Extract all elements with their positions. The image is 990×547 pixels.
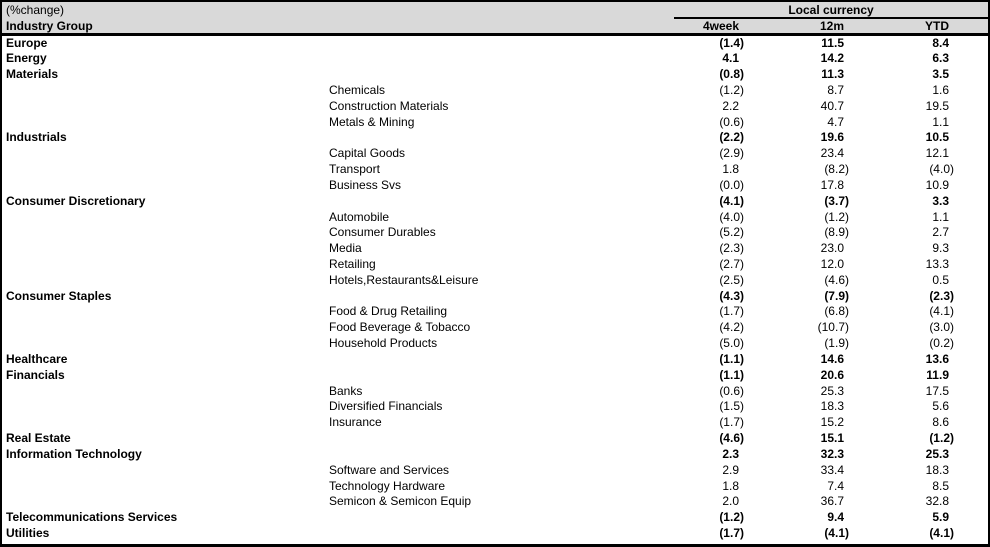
- value-cell: 2.3: [722, 446, 739, 461]
- value-cell: (0.2): [929, 336, 954, 351]
- value-cell: (4.1): [824, 526, 849, 541]
- table-row: [2, 414, 988, 430]
- industry-label: Utilities: [6, 526, 50, 541]
- value-cell: 25.3: [925, 446, 949, 461]
- industry-label: Semicon & Semicon Equip: [329, 494, 472, 509]
- row-spacer-cell: [954, 367, 988, 383]
- row-spacer-cell: [954, 129, 988, 145]
- row-spacer-cell: [954, 414, 988, 430]
- table-row: [2, 224, 988, 240]
- table-row: [2, 478, 988, 494]
- value-cell: 8.6: [932, 415, 949, 430]
- row-spacer-cell: [954, 35, 988, 51]
- row-spacer-cell: [954, 351, 988, 367]
- row-spacer-cell: [954, 98, 988, 114]
- table-body: [2, 35, 988, 542]
- value-cell: (4.2): [719, 320, 744, 335]
- value-cell: (1.7): [719, 415, 744, 430]
- value-cell: 10.5: [925, 130, 949, 145]
- industry-label: Telecommunications Services: [6, 510, 178, 525]
- value-cell: 40.7: [820, 98, 844, 113]
- value-cell: (1.2): [719, 82, 744, 97]
- column-header-4week: 4week: [674, 18, 744, 35]
- value-cell: 1.1: [932, 209, 949, 224]
- header-spacer-cell: [954, 18, 988, 35]
- industry-label: Media: [329, 241, 362, 256]
- value-cell: (8.2): [824, 162, 849, 177]
- value-cell: (2.3): [719, 241, 744, 256]
- row-spacer-cell: [954, 399, 988, 415]
- table-row: [2, 383, 988, 399]
- value-cell: 32.8: [925, 494, 949, 509]
- value-cell: 15.2: [820, 415, 844, 430]
- row-spacer-cell: [954, 193, 988, 209]
- value-cell: (4.0): [719, 209, 744, 224]
- row-spacer-cell: [954, 66, 988, 82]
- value-cell: (10.7): [817, 320, 849, 335]
- value-cell: 13.3: [925, 257, 949, 271]
- value-cell: 10.9: [925, 177, 949, 192]
- value-cell: (2.2): [719, 130, 744, 145]
- value-cell: 0.5: [932, 272, 949, 287]
- table-row: [2, 129, 988, 145]
- value-cell: 9.4: [827, 510, 844, 525]
- row-spacer-cell: [954, 462, 988, 478]
- value-cell: 1.6: [932, 82, 949, 97]
- value-cell: 20.6: [820, 367, 844, 382]
- value-cell: 8.4: [932, 36, 949, 51]
- industry-label: Insurance: [329, 415, 382, 430]
- industry-label: Chemicals: [329, 82, 386, 97]
- value-cell: (1.1): [719, 367, 744, 382]
- industry-label: Financials: [6, 367, 65, 382]
- table-row: [2, 446, 988, 462]
- value-cell: 2.7: [932, 225, 949, 240]
- industry-label: Consumer Durables: [329, 225, 436, 240]
- industry-label: Construction Materials: [329, 98, 449, 113]
- row-spacer-cell: [954, 509, 988, 525]
- value-cell: (2.7): [719, 257, 744, 271]
- industry-label: Automobile: [329, 209, 390, 224]
- industry-label: Capital Goods: [329, 146, 406, 161]
- value-cell: 32.3: [820, 446, 844, 461]
- row-spacer-cell: [954, 288, 988, 304]
- row-spacer-cell: [954, 177, 988, 193]
- row-spacer-cell: [954, 525, 988, 541]
- row-spacer-cell: [954, 209, 988, 225]
- value-cell: (1.5): [719, 399, 744, 414]
- table-row: [2, 288, 988, 304]
- value-cell: (4.1): [719, 193, 744, 208]
- row-spacer-cell: [954, 224, 988, 240]
- value-cell: (1.2): [719, 510, 744, 525]
- table-row: [2, 525, 988, 541]
- table-row: [2, 272, 988, 288]
- table-row: [2, 98, 988, 114]
- table-row: [2, 35, 988, 51]
- value-cell: 5.9: [932, 510, 949, 525]
- value-cell: 33.4: [820, 462, 844, 477]
- table-row: [2, 319, 988, 335]
- value-cell: (0.6): [719, 383, 744, 398]
- value-cell: (4.3): [719, 288, 744, 303]
- value-cell: 11.5: [821, 36, 844, 51]
- value-cell: 36.7: [820, 494, 844, 509]
- value-cell: 11.9: [926, 367, 949, 382]
- row-spacer-cell: [954, 304, 988, 320]
- value-cell: 23.4: [820, 146, 844, 161]
- industry-label: Energy: [6, 51, 47, 66]
- industry-label: Retailing: [329, 257, 376, 271]
- table-row: [2, 256, 988, 272]
- industry-label: Healthcare: [6, 351, 68, 366]
- value-cell: (5.0): [719, 336, 744, 351]
- row-spacer-cell: [954, 161, 988, 177]
- table-row: [2, 399, 988, 415]
- table-row: [2, 462, 988, 478]
- value-cell: 3.5: [932, 67, 949, 82]
- row-spacer-cell: [954, 114, 988, 130]
- industry-label: Consumer Staples: [6, 288, 112, 303]
- value-cell: (4.1): [929, 304, 954, 319]
- value-cell: 23.0: [820, 241, 844, 256]
- row-spacer-cell: [954, 319, 988, 335]
- value-cell: (1.7): [719, 304, 744, 319]
- table-row: [2, 66, 988, 82]
- value-cell: (1.2): [824, 209, 849, 224]
- value-cell: (7.9): [824, 288, 849, 303]
- table-row: [2, 82, 988, 98]
- value-cell: 8.5: [932, 478, 949, 493]
- industry-group-header: Industry Group: [2, 18, 674, 35]
- value-cell: (4.0): [929, 162, 954, 177]
- row-spacer-cell: [954, 272, 988, 288]
- row-spacer-cell: [954, 82, 988, 98]
- industry-label: Software and Services: [329, 462, 450, 477]
- row-spacer-cell: [954, 446, 988, 462]
- industry-label: Industrials: [6, 130, 67, 145]
- industry-label: Food Beverage & Tobacco: [329, 320, 471, 335]
- industry-label: Hotels,Restaurants&Leisure: [329, 272, 479, 287]
- value-cell: 12.0: [820, 257, 844, 271]
- value-cell: (1.7): [719, 526, 744, 541]
- value-cell: 14.6: [820, 351, 844, 366]
- industry-label: Household Products: [329, 336, 438, 351]
- industry-label: Business Svs: [329, 177, 402, 192]
- value-cell: (4.6): [719, 431, 744, 446]
- table-row: [2, 209, 988, 225]
- value-cell: 17.5: [925, 383, 949, 398]
- table-row: [2, 367, 988, 383]
- value-cell: 6.3: [932, 51, 949, 66]
- value-cell: 15.1: [820, 431, 844, 446]
- column-header-12m: 12m: [744, 18, 849, 35]
- value-cell: 1.8: [722, 478, 739, 493]
- table-row: [2, 304, 988, 320]
- value-cell: (2.5): [719, 272, 744, 287]
- industry-label: Information Technology: [6, 446, 142, 461]
- industry-label: Transport: [329, 162, 380, 177]
- value-cell: (3.0): [929, 320, 954, 335]
- value-cell: (5.2): [719, 225, 744, 240]
- table-row: [2, 494, 988, 510]
- value-cell: 25.3: [820, 383, 844, 398]
- row-spacer-cell: [954, 50, 988, 66]
- value-cell: 19.6: [820, 130, 844, 145]
- value-cell: (0.6): [719, 114, 744, 129]
- value-cell: 3.3: [932, 193, 949, 208]
- value-cell: 19.5: [925, 98, 949, 113]
- table-row: [2, 177, 988, 193]
- industry-label: Consumer Discretionary: [6, 193, 146, 208]
- value-cell: (1.4): [719, 36, 744, 51]
- value-cell: 9.3: [932, 241, 949, 256]
- industry-label: Banks: [329, 383, 363, 398]
- row-spacer-cell: [954, 240, 988, 256]
- local-currency-group-header: Local currency: [674, 2, 988, 18]
- table-header: [2, 2, 988, 35]
- value-cell: 12.1: [925, 146, 949, 161]
- industry-label: Europe: [6, 36, 48, 51]
- row-spacer-cell: [954, 383, 988, 399]
- value-cell: (1.2): [929, 431, 954, 446]
- row-spacer-cell: [954, 478, 988, 494]
- value-cell: 4.1: [722, 51, 739, 66]
- column-header-ytd: YTD: [849, 18, 954, 35]
- value-cell: (2.9): [719, 146, 744, 161]
- value-cell: 11.3: [821, 67, 844, 82]
- table-row: [2, 509, 988, 525]
- value-cell: (2.3): [929, 288, 954, 303]
- value-cell: (1.1): [719, 351, 744, 366]
- row-spacer-cell: [954, 335, 988, 351]
- table-row: [2, 240, 988, 256]
- value-cell: 14.2: [820, 51, 844, 66]
- value-cell: (3.7): [824, 193, 849, 208]
- table-row: [2, 161, 988, 177]
- value-cell: 2.0: [722, 494, 739, 509]
- table-row: [2, 50, 988, 66]
- industry-label: Diversified Financials: [329, 399, 443, 414]
- value-cell: 1.8: [722, 162, 739, 177]
- value-cell: (0.0): [719, 177, 744, 192]
- value-cell: (6.8): [824, 304, 849, 319]
- row-spacer-cell: [954, 494, 988, 510]
- header-row-columns: [2, 18, 988, 35]
- value-cell: 18.3: [925, 462, 949, 477]
- industry-label: Real Estate: [6, 431, 71, 446]
- industry-performance-table: [2, 2, 988, 541]
- table-row: [2, 193, 988, 209]
- industry-label: Technology Hardware: [329, 478, 446, 493]
- row-spacer-cell: [954, 256, 988, 272]
- value-cell: 5.6: [932, 399, 949, 414]
- row-spacer-cell: [954, 145, 988, 161]
- table-row: [2, 114, 988, 130]
- table-row: [2, 430, 988, 446]
- value-cell: 4.7: [827, 114, 844, 129]
- value-cell: 18.3: [820, 399, 844, 414]
- value-cell: 2.9: [722, 462, 739, 477]
- value-cell: (1.9): [824, 336, 849, 351]
- value-cell: (4.6): [824, 272, 849, 287]
- value-cell: 13.6: [925, 351, 949, 366]
- value-cell: 7.4: [827, 478, 844, 493]
- table-row: [2, 351, 988, 367]
- table-row: [2, 145, 988, 161]
- industry-label: Food & Drug Retailing: [329, 304, 448, 319]
- value-cell: (4.1): [929, 526, 954, 541]
- table-row: [2, 335, 988, 351]
- value-cell: (8.9): [824, 225, 849, 240]
- value-cell: 8.7: [827, 82, 844, 97]
- percent-change-note: (%change): [2, 2, 674, 18]
- industry-label: Materials: [6, 67, 59, 82]
- row-spacer-cell: [954, 430, 988, 446]
- value-cell: 1.1: [932, 114, 949, 129]
- value-cell: (0.8): [719, 67, 744, 82]
- header-row-top: [2, 2, 988, 18]
- industry-label: Metals & Mining: [329, 114, 415, 129]
- value-cell: 17.8: [820, 177, 844, 192]
- value-cell: 2.2: [722, 98, 739, 113]
